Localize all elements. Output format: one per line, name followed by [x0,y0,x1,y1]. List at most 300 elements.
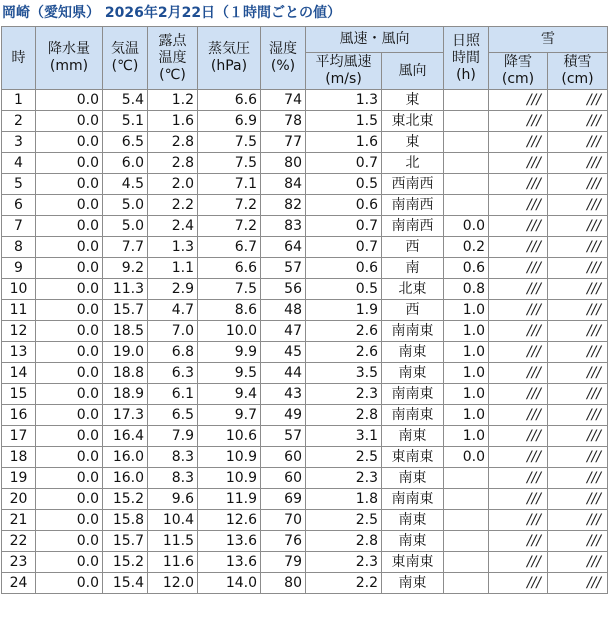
cell-wind-speed: 0.7 [306,237,382,258]
cell-dewpoint: 6.3 [148,363,198,384]
cell-humidity: 56 [261,279,306,300]
cell-snowdepth: /// [548,552,608,573]
table-header [2,27,608,90]
cell-temp: 18.9 [103,384,148,405]
cell-wind-dir: 北 [382,153,444,174]
cell-vapor: 14.0 [198,573,261,594]
cell-wind-speed: 0.5 [306,279,382,300]
cell-snowdepth: /// [548,90,608,111]
cell-vapor: 7.2 [198,216,261,237]
cell-snowfall: /// [489,573,548,594]
cell-dewpoint: 2.9 [148,279,198,300]
cell-humidity: 80 [261,573,306,594]
cell-wind-speed: 1.8 [306,489,382,510]
cell-snowfall: /// [489,510,548,531]
cell-dewpoint: 6.1 [148,384,198,405]
cell-dewpoint: 1.2 [148,90,198,111]
cell-temp: 9.2 [103,258,148,279]
cell-wind-speed: 2.8 [306,405,382,426]
col-header-precip: 降水量 (mm) [36,27,103,90]
cell-sunshine [444,531,489,552]
cell-humidity: 76 [261,531,306,552]
cell-sunshine: 1.0 [444,342,489,363]
cell-humidity: 84 [261,174,306,195]
col-header-wind: 風速・風向 [306,27,444,53]
cell-vapor: 7.5 [198,279,261,300]
cell-wind-dir: 南東 [382,531,444,552]
col-header-humidity: 湿度 (%) [261,27,306,90]
cell-snowdepth: /// [548,531,608,552]
cell-dewpoint: 2.8 [148,153,198,174]
cell-dewpoint: 2.8 [148,132,198,153]
cell-sunshine [444,153,489,174]
table-row [2,216,608,237]
cell-dewpoint: 11.5 [148,531,198,552]
cell-sunshine [444,195,489,216]
cell-snowdepth: /// [548,321,608,342]
cell-temp: 17.3 [103,405,148,426]
cell-hour: 21 [2,510,36,531]
table-row [2,321,608,342]
cell-wind-speed: 1.6 [306,132,382,153]
cell-humidity: 78 [261,111,306,132]
cell-snowfall: /// [489,111,548,132]
cell-humidity: 60 [261,447,306,468]
cell-humidity: 82 [261,195,306,216]
table-row [2,468,608,489]
cell-snowdepth: /// [548,195,608,216]
table-row [2,552,608,573]
cell-wind-speed: 2.3 [306,468,382,489]
cell-vapor: 13.6 [198,552,261,573]
cell-humidity: 60 [261,468,306,489]
cell-snowfall: /// [489,153,548,174]
cell-wind-dir: 東南東 [382,447,444,468]
cell-temp: 7.7 [103,237,148,258]
cell-hour: 7 [2,216,36,237]
cell-humidity: 57 [261,258,306,279]
cell-wind-dir: 南東 [382,342,444,363]
cell-wind-dir: 南南東 [382,405,444,426]
cell-precip: 0.0 [36,279,103,300]
cell-dewpoint: 1.3 [148,237,198,258]
cell-snowfall: /// [489,216,548,237]
cell-wind-dir: 南東 [382,510,444,531]
cell-temp: 11.3 [103,279,148,300]
cell-precip: 0.0 [36,405,103,426]
cell-hour: 15 [2,384,36,405]
cell-humidity: 43 [261,384,306,405]
cell-hour: 3 [2,132,36,153]
table-row [2,174,608,195]
cell-dewpoint: 8.3 [148,447,198,468]
cell-snowdepth: /// [548,153,608,174]
cell-sunshine [444,111,489,132]
cell-wind-dir: 南東 [382,468,444,489]
cell-dewpoint: 10.4 [148,510,198,531]
cell-temp: 15.8 [103,510,148,531]
cell-snowdepth: /// [548,489,608,510]
cell-wind-speed: 3.5 [306,363,382,384]
cell-wind-speed: 1.5 [306,111,382,132]
cell-sunshine [444,90,489,111]
cell-temp: 18.8 [103,363,148,384]
cell-dewpoint: 1.6 [148,111,198,132]
cell-sunshine: 1.0 [444,384,489,405]
cell-precip: 0.0 [36,153,103,174]
cell-humidity: 64 [261,237,306,258]
cell-snowdepth: /// [548,510,608,531]
cell-temp: 6.5 [103,132,148,153]
cell-wind-speed: 2.3 [306,384,382,405]
cell-wind-speed: 0.7 [306,216,382,237]
cell-dewpoint: 2.4 [148,216,198,237]
cell-vapor: 6.6 [198,258,261,279]
cell-snowfall: /// [489,405,548,426]
table-row [2,426,608,447]
cell-wind-dir: 東 [382,132,444,153]
cell-snowfall: /// [489,258,548,279]
cell-wind-speed: 2.8 [306,531,382,552]
cell-snowdepth: /// [548,279,608,300]
cell-sunshine [444,489,489,510]
cell-sunshine: 1.0 [444,321,489,342]
cell-snowfall: /// [489,384,548,405]
cell-temp: 15.2 [103,489,148,510]
cell-wind-speed: 0.6 [306,195,382,216]
cell-humidity: 79 [261,552,306,573]
cell-precip: 0.0 [36,342,103,363]
cell-sunshine [444,174,489,195]
cell-dewpoint: 12.0 [148,573,198,594]
table-row [2,510,608,531]
cell-hour: 20 [2,489,36,510]
cell-wind-speed: 3.1 [306,426,382,447]
cell-precip: 0.0 [36,426,103,447]
cell-vapor: 13.6 [198,531,261,552]
cell-humidity: 57 [261,426,306,447]
cell-sunshine: 0.0 [444,216,489,237]
cell-snowfall: /// [489,132,548,153]
cell-precip: 0.0 [36,174,103,195]
cell-wind-dir: 南 [382,258,444,279]
cell-temp: 16.0 [103,468,148,489]
cell-sunshine: 0.8 [444,279,489,300]
cell-vapor: 12.6 [198,510,261,531]
cell-vapor: 10.0 [198,321,261,342]
cell-precip: 0.0 [36,363,103,384]
cell-wind-dir: 東南東 [382,552,444,573]
cell-temp: 15.2 [103,552,148,573]
cell-sunshine: 0.0 [444,447,489,468]
cell-vapor: 9.7 [198,405,261,426]
table-row [2,132,608,153]
cell-sunshine [444,552,489,573]
cell-humidity: 69 [261,489,306,510]
cell-snowfall: /// [489,342,548,363]
cell-wind-dir: 南南西 [382,216,444,237]
col-header-snowdepth: 積雪 (cm) [548,53,608,90]
cell-hour: 18 [2,447,36,468]
table-row [2,90,608,111]
cell-dewpoint: 7.9 [148,426,198,447]
table-row [2,111,608,132]
cell-wind-dir: 南南東 [382,321,444,342]
table-row [2,531,608,552]
cell-wind-speed: 1.9 [306,300,382,321]
cell-humidity: 70 [261,510,306,531]
cell-temp: 18.5 [103,321,148,342]
cell-precip: 0.0 [36,573,103,594]
cell-humidity: 47 [261,321,306,342]
cell-snowfall: /// [489,321,548,342]
page-title: 岡崎（愛知県） 2026年2月22日（１時間ごとの値） [2,5,342,21]
cell-hour: 5 [2,174,36,195]
cell-snowfall: /// [489,447,548,468]
cell-hour: 14 [2,363,36,384]
cell-precip: 0.0 [36,258,103,279]
table-row [2,258,608,279]
cell-wind-dir: 東北東 [382,111,444,132]
col-header-snow: 雪 [489,27,608,53]
cell-temp: 15.7 [103,300,148,321]
cell-vapor: 7.1 [198,174,261,195]
cell-vapor: 9.4 [198,384,261,405]
cell-wind-speed: 0.7 [306,153,382,174]
table-row [2,153,608,174]
cell-wind-speed: 2.6 [306,342,382,363]
cell-vapor: 11.9 [198,489,261,510]
cell-wind-dir: 南南東 [382,384,444,405]
cell-hour: 13 [2,342,36,363]
cell-sunshine [444,468,489,489]
cell-wind-dir: 南南東 [382,489,444,510]
cell-hour: 16 [2,405,36,426]
table-row [2,363,608,384]
cell-hour: 24 [2,573,36,594]
cell-dewpoint: 8.3 [148,468,198,489]
cell-precip: 0.0 [36,510,103,531]
cell-hour: 23 [2,552,36,573]
cell-dewpoint: 6.5 [148,405,198,426]
cell-hour: 17 [2,426,36,447]
cell-temp: 16.0 [103,447,148,468]
cell-wind-dir: 南東 [382,363,444,384]
cell-vapor: 7.5 [198,132,261,153]
cell-snowfall: /// [489,363,548,384]
cell-sunshine: 0.6 [444,258,489,279]
cell-precip: 0.0 [36,195,103,216]
cell-hour: 19 [2,468,36,489]
cell-temp: 16.4 [103,426,148,447]
cell-precip: 0.0 [36,531,103,552]
cell-temp: 15.7 [103,531,148,552]
cell-snowfall: /// [489,174,548,195]
cell-precip: 0.0 [36,111,103,132]
cell-wind-speed: 2.2 [306,573,382,594]
cell-snowfall: /// [489,300,548,321]
cell-snowdepth: /// [548,174,608,195]
cell-vapor: 7.2 [198,195,261,216]
cell-snowdepth: /// [548,384,608,405]
cell-snowdepth: /// [548,342,608,363]
cell-snowdepth: /// [548,111,608,132]
cell-dewpoint: 2.2 [148,195,198,216]
table-row [2,279,608,300]
cell-humidity: 48 [261,300,306,321]
cell-precip: 0.0 [36,468,103,489]
cell-sunshine: 0.2 [444,237,489,258]
cell-sunshine [444,132,489,153]
cell-snowfall: /// [489,237,548,258]
cell-wind-dir: 南南西 [382,195,444,216]
cell-wind-dir: 西 [382,300,444,321]
cell-hour: 1 [2,90,36,111]
cell-temp: 5.1 [103,111,148,132]
cell-dewpoint: 1.1 [148,258,198,279]
cell-hour: 4 [2,153,36,174]
col-header-dewpoint: 露点 温度 (℃) [148,27,198,90]
cell-sunshine [444,510,489,531]
cell-snowdepth: /// [548,363,608,384]
cell-wind-speed: 2.6 [306,321,382,342]
cell-precip: 0.0 [36,216,103,237]
cell-precip: 0.0 [36,90,103,111]
cell-wind-dir: 南東 [382,573,444,594]
cell-vapor: 10.9 [198,447,261,468]
cell-snowdepth: /// [548,447,608,468]
cell-wind-dir: 東 [382,90,444,111]
cell-hour: 6 [2,195,36,216]
cell-snowfall: /// [489,468,548,489]
cell-vapor: 10.9 [198,468,261,489]
cell-temp: 5.4 [103,90,148,111]
cell-temp: 5.0 [103,195,148,216]
cell-snowfall: /// [489,489,548,510]
table-row [2,300,608,321]
table-row [2,405,608,426]
cell-hour: 8 [2,237,36,258]
cell-dewpoint: 9.6 [148,489,198,510]
table-row [2,384,608,405]
cell-snowdepth: /// [548,237,608,258]
table-body [2,90,608,594]
col-header-wind-speed: 平均風速 (m/s) [306,53,382,90]
cell-hour: 2 [2,111,36,132]
table-row [2,489,608,510]
cell-dewpoint: 4.7 [148,300,198,321]
cell-dewpoint: 2.0 [148,174,198,195]
cell-precip: 0.0 [36,132,103,153]
cell-vapor: 8.6 [198,300,261,321]
cell-sunshine: 1.0 [444,405,489,426]
cell-precip: 0.0 [36,321,103,342]
cell-precip: 0.0 [36,552,103,573]
col-header-vapor: 蒸気圧 (hPa) [198,27,261,90]
cell-wind-speed: 2.5 [306,447,382,468]
cell-precip: 0.0 [36,384,103,405]
cell-humidity: 83 [261,216,306,237]
cell-humidity: 74 [261,90,306,111]
cell-hour: 22 [2,531,36,552]
table-row [2,447,608,468]
cell-snowdepth: /// [548,405,608,426]
cell-wind-speed: 2.3 [306,552,382,573]
cell-snowfall: /// [489,195,548,216]
cell-temp: 5.0 [103,216,148,237]
cell-vapor: 6.6 [198,90,261,111]
cell-hour: 10 [2,279,36,300]
cell-humidity: 45 [261,342,306,363]
cell-wind-speed: 0.5 [306,174,382,195]
cell-vapor: 6.7 [198,237,261,258]
cell-temp: 19.0 [103,342,148,363]
cell-snowfall: /// [489,90,548,111]
cell-wind-dir: 北東 [382,279,444,300]
cell-wind-speed: 2.5 [306,510,382,531]
cell-sunshine: 1.0 [444,363,489,384]
cell-precip: 0.0 [36,447,103,468]
cell-humidity: 44 [261,363,306,384]
cell-dewpoint: 11.6 [148,552,198,573]
col-header-wind-dir: 風向 [382,53,444,90]
cell-vapor: 7.5 [198,153,261,174]
cell-humidity: 77 [261,132,306,153]
cell-snowdepth: /// [548,132,608,153]
cell-snowdepth: /// [548,216,608,237]
cell-dewpoint: 7.0 [148,321,198,342]
hourly-observation-table [1,26,608,594]
cell-snowfall: /// [489,531,548,552]
cell-sunshine: 1.0 [444,426,489,447]
cell-precip: 0.0 [36,237,103,258]
cell-wind-speed: 0.6 [306,258,382,279]
cell-sunshine [444,573,489,594]
cell-wind-dir: 南東 [382,426,444,447]
cell-vapor: 6.9 [198,111,261,132]
col-header-sunshine: 日照 時間 (h) [444,27,489,90]
col-header-temp: 気温 (℃) [103,27,148,90]
cell-precip: 0.0 [36,489,103,510]
cell-precip: 0.0 [36,300,103,321]
col-header-snowfall: 降雪 (cm) [489,53,548,90]
cell-snowdepth: /// [548,468,608,489]
cell-vapor: 9.9 [198,342,261,363]
cell-snowfall: /// [489,279,548,300]
cell-hour: 12 [2,321,36,342]
cell-sunshine: 1.0 [444,300,489,321]
table-row [2,237,608,258]
cell-wind-speed: 1.3 [306,90,382,111]
table-row [2,195,608,216]
cell-snowdepth: /// [548,258,608,279]
cell-snowfall: /// [489,426,548,447]
cell-vapor: 9.5 [198,363,261,384]
col-header-hour: 時 [2,27,36,90]
table-row [2,573,608,594]
cell-wind-dir: 西 [382,237,444,258]
cell-temp: 6.0 [103,153,148,174]
cell-wind-dir: 西南西 [382,174,444,195]
cell-vapor: 10.6 [198,426,261,447]
cell-temp: 4.5 [103,174,148,195]
table-row [2,342,608,363]
cell-hour: 11 [2,300,36,321]
cell-snowfall: /// [489,552,548,573]
cell-temp: 15.4 [103,573,148,594]
cell-snowdepth: /// [548,426,608,447]
cell-snowdepth: /// [548,300,608,321]
